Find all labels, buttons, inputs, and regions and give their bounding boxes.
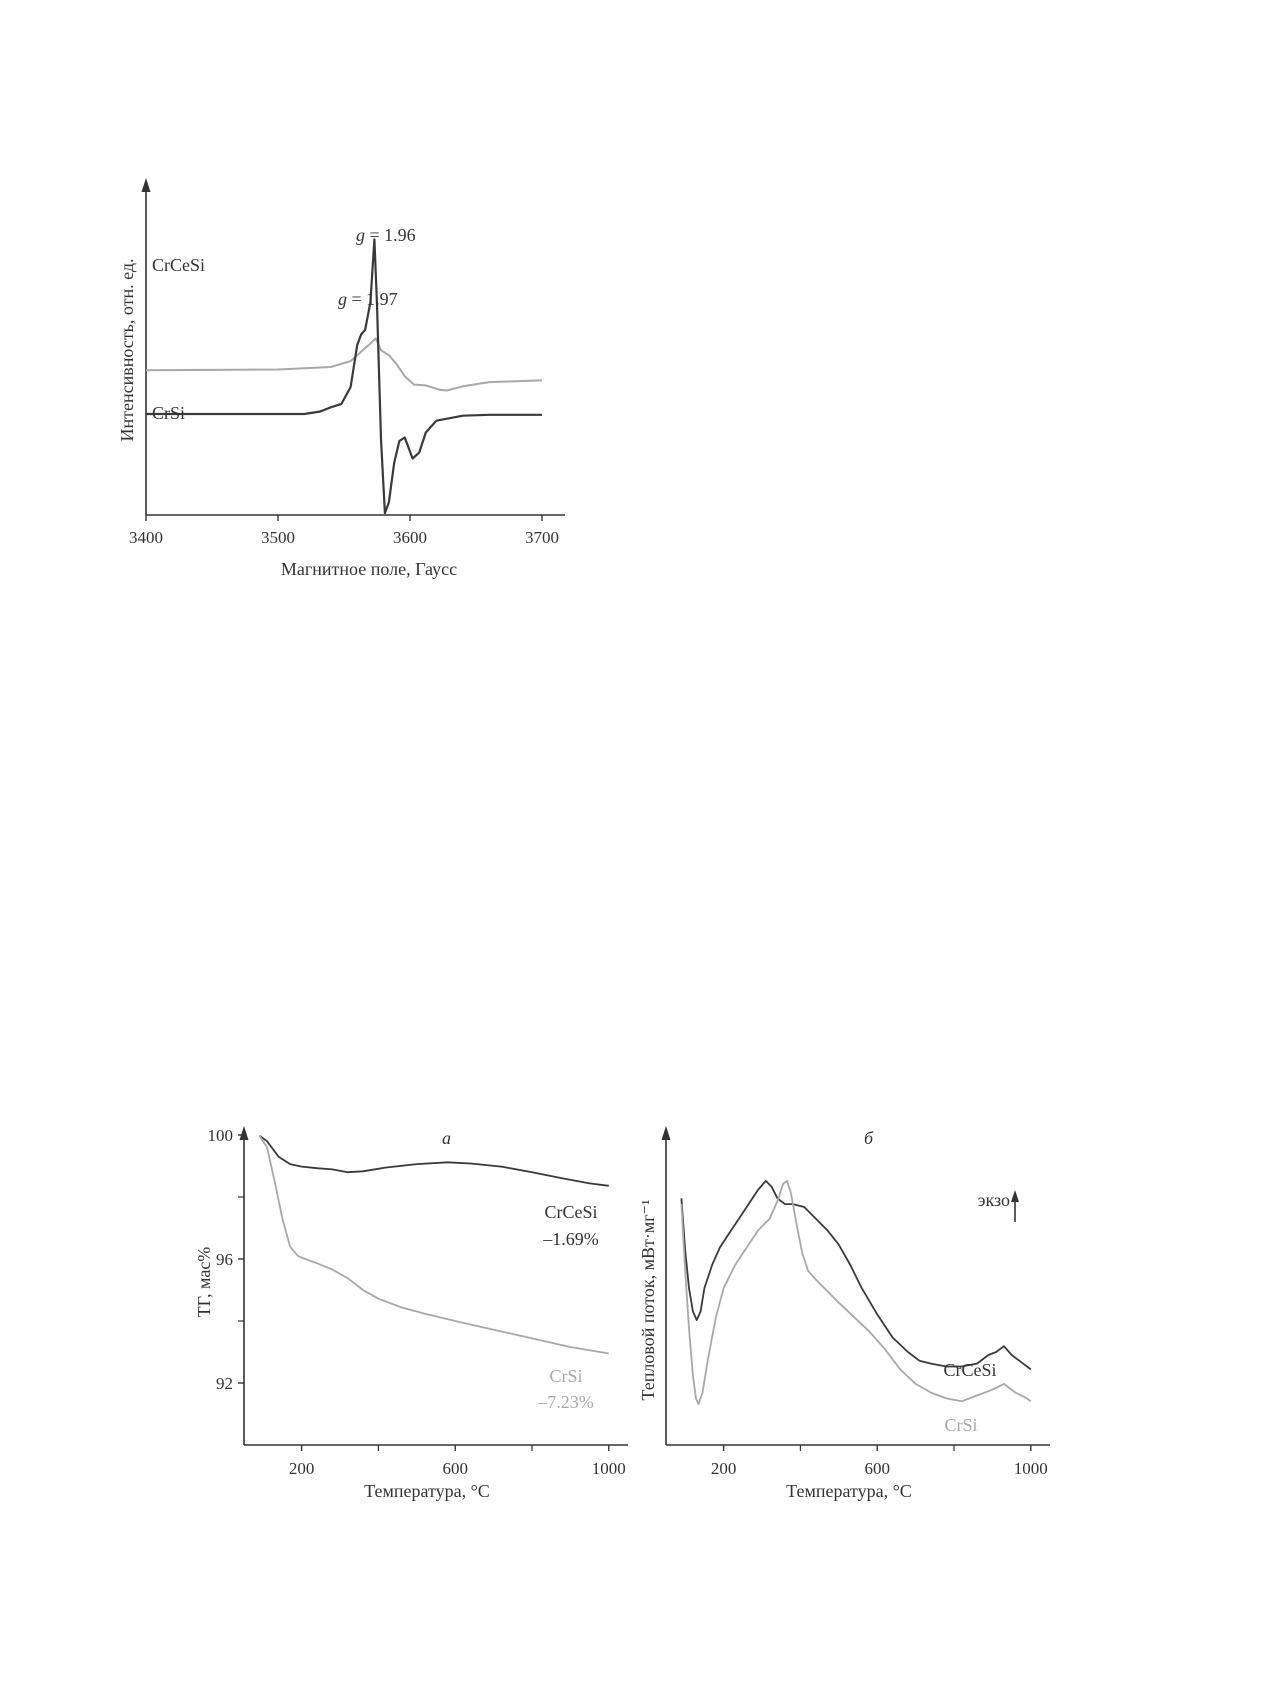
dta-x-tick-label: 1000 [1013,1459,1048,1478]
tg-series-label-crsi: CrSi [549,1366,583,1386]
epr-x-axis-label: Магнитное поле, Гаусс [280,559,458,579]
epr-series-label-crcesi: CrCeSi [152,255,206,275]
epr-annotation-crcesi: g = 1.96 [356,225,416,245]
dta-series-label-crsi: CrSi [944,1415,978,1435]
dta-x-tick-label: 200 [710,1459,737,1478]
epr-x-tick-label: 3400 [129,528,163,547]
tg-panel-label: а [442,1128,451,1148]
dta-exo-label: экзо [977,1190,1010,1210]
tg-x-tick-label: 200 [288,1459,315,1478]
dta-panel-label: б [864,1128,874,1148]
tg-x-tick-label: 1000 [591,1459,626,1478]
dta-x-axis-label: Температура, °С [786,1481,912,1501]
epr-series-label-crsi: CrSi [152,403,186,423]
epr-x-tick-label: 3600 [393,528,427,547]
dta-series-label-crcesi: CrCeSi [943,1360,997,1380]
tg-series-loss-crsi: –7.23% [538,1392,594,1412]
tg-y-tick-label: 100 [207,1126,233,1145]
dta-y-axis-arrow [662,1126,671,1140]
dta-exo-arrow-icon [1011,1190,1019,1222]
epr-y-axis-label: Интенсивность, отн. ед. [117,258,137,442]
tg-series-loss-crcesi: –1.69% [543,1229,599,1249]
tg-series-label-crcesi: CrCeSi [544,1202,598,1222]
tg-y-axis-label: ТГ, мас% [194,1246,214,1318]
tg-y-tick-label: 92 [216,1374,233,1393]
tg-x-tick-label: 600 [442,1459,468,1478]
epr-x-tick-label: 3700 [525,528,559,547]
dta-y-axis-label: Тепловой поток, мВт·мг⁻¹ [638,1199,658,1401]
epr-x-tick-label: 3500 [261,528,295,547]
dta-x-tick-label: 600 [864,1459,890,1478]
dta-axes [662,1126,1051,1445]
tg-x-axis-label: Температура, °С [364,1481,490,1501]
tg-y-tick-label: 96 [216,1250,233,1269]
epr-annotation-crsi: g = 1.97 [338,289,398,309]
